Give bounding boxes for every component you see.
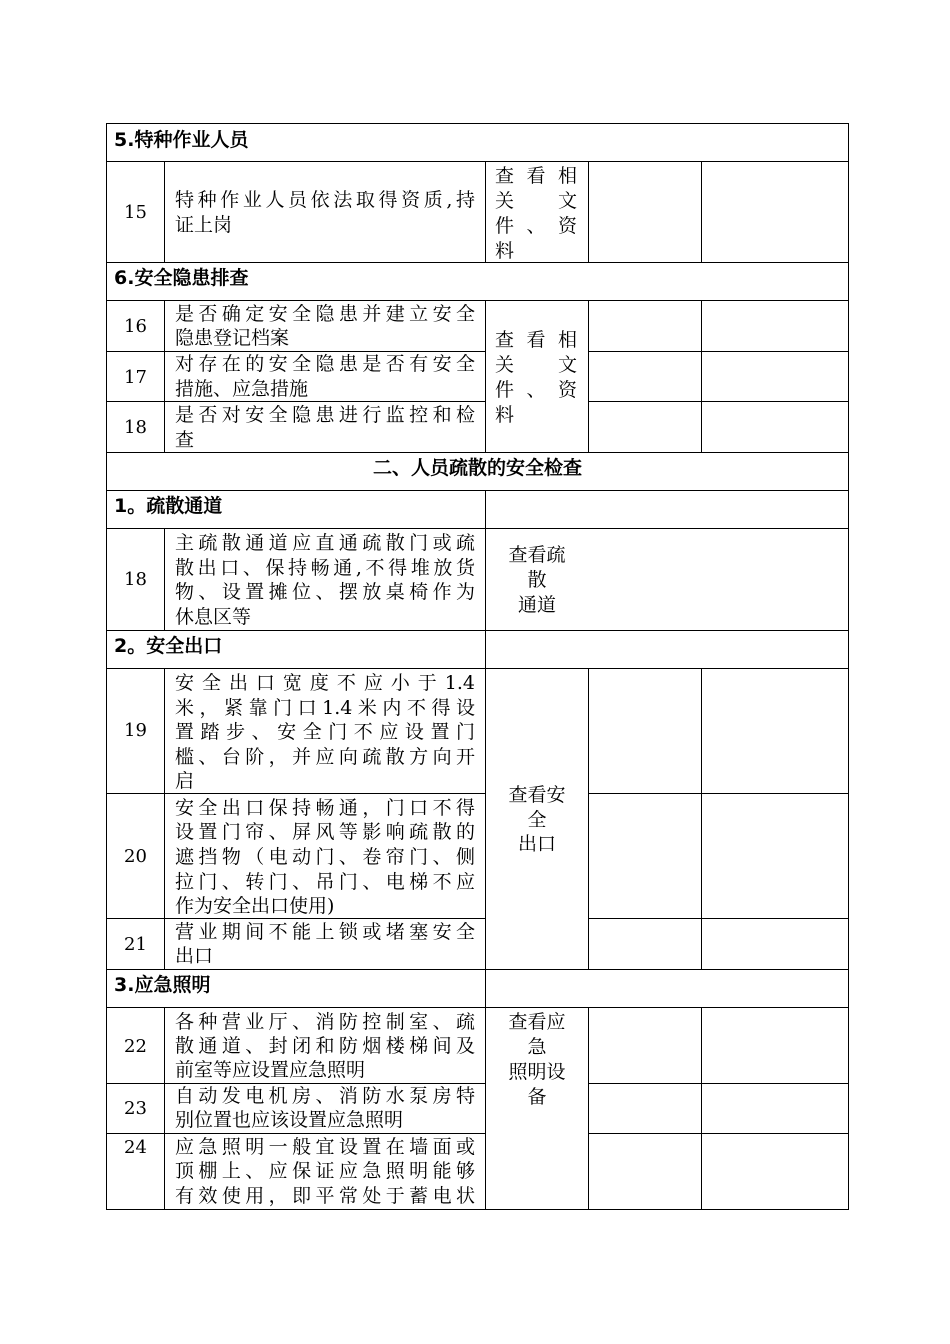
- item-text-line: 别位置也应该设置应急照明: [175, 1109, 404, 1131]
- method-text-line: 料: [495, 404, 515, 426]
- row-number: 21: [124, 934, 147, 955]
- item-text-line: 隐患登记档案: [175, 327, 290, 349]
- item-text-line: 散通道、封闭和防烟楼梯间及: [175, 1035, 475, 1057]
- row-divider: [106, 262, 849, 263]
- row-divider: [106, 300, 849, 301]
- item-text-line: 米，紧靠门口1.4米内不得设: [175, 697, 475, 719]
- row-number: 18: [124, 417, 147, 438]
- item-text-line: 措施、应急措施: [175, 378, 309, 400]
- row-divider: [106, 528, 849, 529]
- row-number: 23: [124, 1098, 147, 1119]
- row-number: 19: [124, 720, 147, 741]
- method-text-line: 急: [527, 1036, 547, 1058]
- row-divider: [106, 668, 849, 669]
- row-number: 18: [124, 569, 147, 590]
- item-text-line: 查: [175, 429, 195, 451]
- row-number: 22: [124, 1036, 147, 1057]
- row-divider: [589, 351, 849, 352]
- col-divider: [164, 300, 165, 453]
- item-text-line: 营业期间不能上锁或堵塞安全: [175, 921, 475, 943]
- row-divider: [106, 1133, 485, 1134]
- evac-3-title: 3.应急照明: [114, 974, 211, 996]
- item-text-line: 前室等应设置应急照明: [175, 1059, 366, 1081]
- method-text-line: 件、资: [495, 379, 577, 401]
- row-number: 17: [124, 367, 147, 388]
- item-text-line: 证上岗: [175, 214, 233, 236]
- evac-2-title: 2。安全出口: [114, 635, 223, 657]
- item-text-line: 拉门、转门、吊门、电梯不应: [175, 871, 475, 893]
- col-divider: [164, 1007, 165, 1210]
- method-text-line: 出口: [517, 833, 556, 855]
- col-divider: [701, 300, 702, 453]
- section-6-title: 6.安全隐患排查: [114, 267, 249, 289]
- row-divider: [106, 1007, 849, 1008]
- col-divider: [588, 161, 589, 263]
- col-divider: [164, 161, 165, 263]
- method-text-line: 全: [527, 809, 547, 831]
- row-divider: [589, 918, 849, 919]
- method-text-line: 照明设: [508, 1061, 566, 1083]
- evac-1-title: 1。疏散通道: [114, 495, 223, 517]
- item-text-line: 对存在的安全隐患是否有安全: [175, 353, 475, 375]
- row-divider: [106, 969, 849, 970]
- item-text-line: 设置门帘、屏风等影响疏散的: [175, 821, 475, 843]
- item-text-line: 特种作业人员依法取得资质,持: [175, 189, 475, 211]
- col-divider: [701, 668, 702, 970]
- item-text-line: 自动发电机房、消防水泵房特: [175, 1085, 475, 1107]
- item-text-line: 遮挡物（电动门、卷帘门、侧: [175, 846, 475, 868]
- item-text-line: 启: [175, 770, 195, 792]
- method-text-line: 备: [527, 1086, 547, 1108]
- row-divider: [589, 1083, 849, 1084]
- row-divider: [106, 630, 849, 631]
- col-divider: [588, 300, 589, 453]
- col-divider: [588, 668, 589, 970]
- section-5-title: 5.特种作业人员: [114, 129, 249, 151]
- method-text-line: 件、资: [495, 215, 577, 237]
- item-text-line: 散出口、保持畅通,不得堆放货: [175, 557, 475, 579]
- table-top-border: [106, 123, 849, 124]
- method-text-line: 查看安: [508, 784, 566, 806]
- item-text-line: 物、设置摊位、摆放桌椅作为: [175, 581, 475, 603]
- col-divider: [485, 161, 486, 263]
- row-divider: [106, 793, 485, 794]
- item-text-line: 顶棚上、应保证应急照明能够: [175, 1160, 475, 1182]
- item-text-line: 各种营业厅、消防控制室、疏: [175, 1011, 475, 1033]
- method-text-line: 料: [495, 240, 515, 262]
- method-text-line: 查看应: [508, 1011, 566, 1033]
- table-bottom-border: [106, 1209, 849, 1210]
- method-text-line: 查看相: [495, 329, 577, 351]
- item-text-line: 主疏散通道应直通疏散门或疏: [175, 532, 475, 554]
- row-number: 20: [124, 846, 147, 867]
- col-divider: [485, 300, 486, 453]
- row-number: 24: [124, 1137, 147, 1158]
- item-text-line: 休息区等: [175, 606, 252, 628]
- item-text-line: 是否确定安全隐患并建立安全: [175, 303, 475, 325]
- method-text-line: 查看疏: [508, 544, 566, 566]
- col-divider: [701, 1007, 702, 1210]
- item-text-line: 应急照明一般宜设置在墙面或: [175, 1136, 475, 1158]
- method-text-line: 关 文: [495, 190, 577, 212]
- col-divider: [701, 161, 702, 263]
- method-text-line: 查看相: [495, 165, 577, 187]
- col-divider: [588, 1007, 589, 1210]
- method-text-line: 散: [527, 569, 547, 591]
- col-divider: [164, 668, 165, 970]
- item-text-line: 是否对安全隐患进行监控和检: [175, 404, 475, 426]
- item-text-line: 安全出口宽度不应小于1.4: [175, 672, 475, 694]
- part-2-title: 二、人员疏散的安全检查: [372, 457, 582, 479]
- row-divider: [589, 1133, 849, 1134]
- row-divider: [106, 490, 849, 491]
- item-text-line: 槛、台阶，并应向疏散方向开: [175, 746, 475, 768]
- row-number: 16: [124, 316, 147, 337]
- row-divider: [106, 161, 849, 162]
- item-text-line: 作为安全出口使用): [175, 895, 335, 917]
- row-divider: [106, 452, 849, 453]
- row-divider: [589, 401, 849, 402]
- row-divider: [589, 793, 849, 794]
- item-text-line: 置踏步、安全门不应设置门: [175, 721, 475, 743]
- table-right-border: [848, 123, 849, 1210]
- row-number: 15: [124, 202, 147, 223]
- item-text-line: 出口: [175, 945, 214, 967]
- method-text-line: 通道: [517, 594, 556, 616]
- item-text-line: 有效使用，即平常处于蓄电状: [175, 1185, 475, 1207]
- item-text-line: 安全出口保持畅通，门口不得: [175, 797, 475, 819]
- col-divider: [164, 528, 165, 631]
- method-text-line: 关 文: [495, 354, 577, 376]
